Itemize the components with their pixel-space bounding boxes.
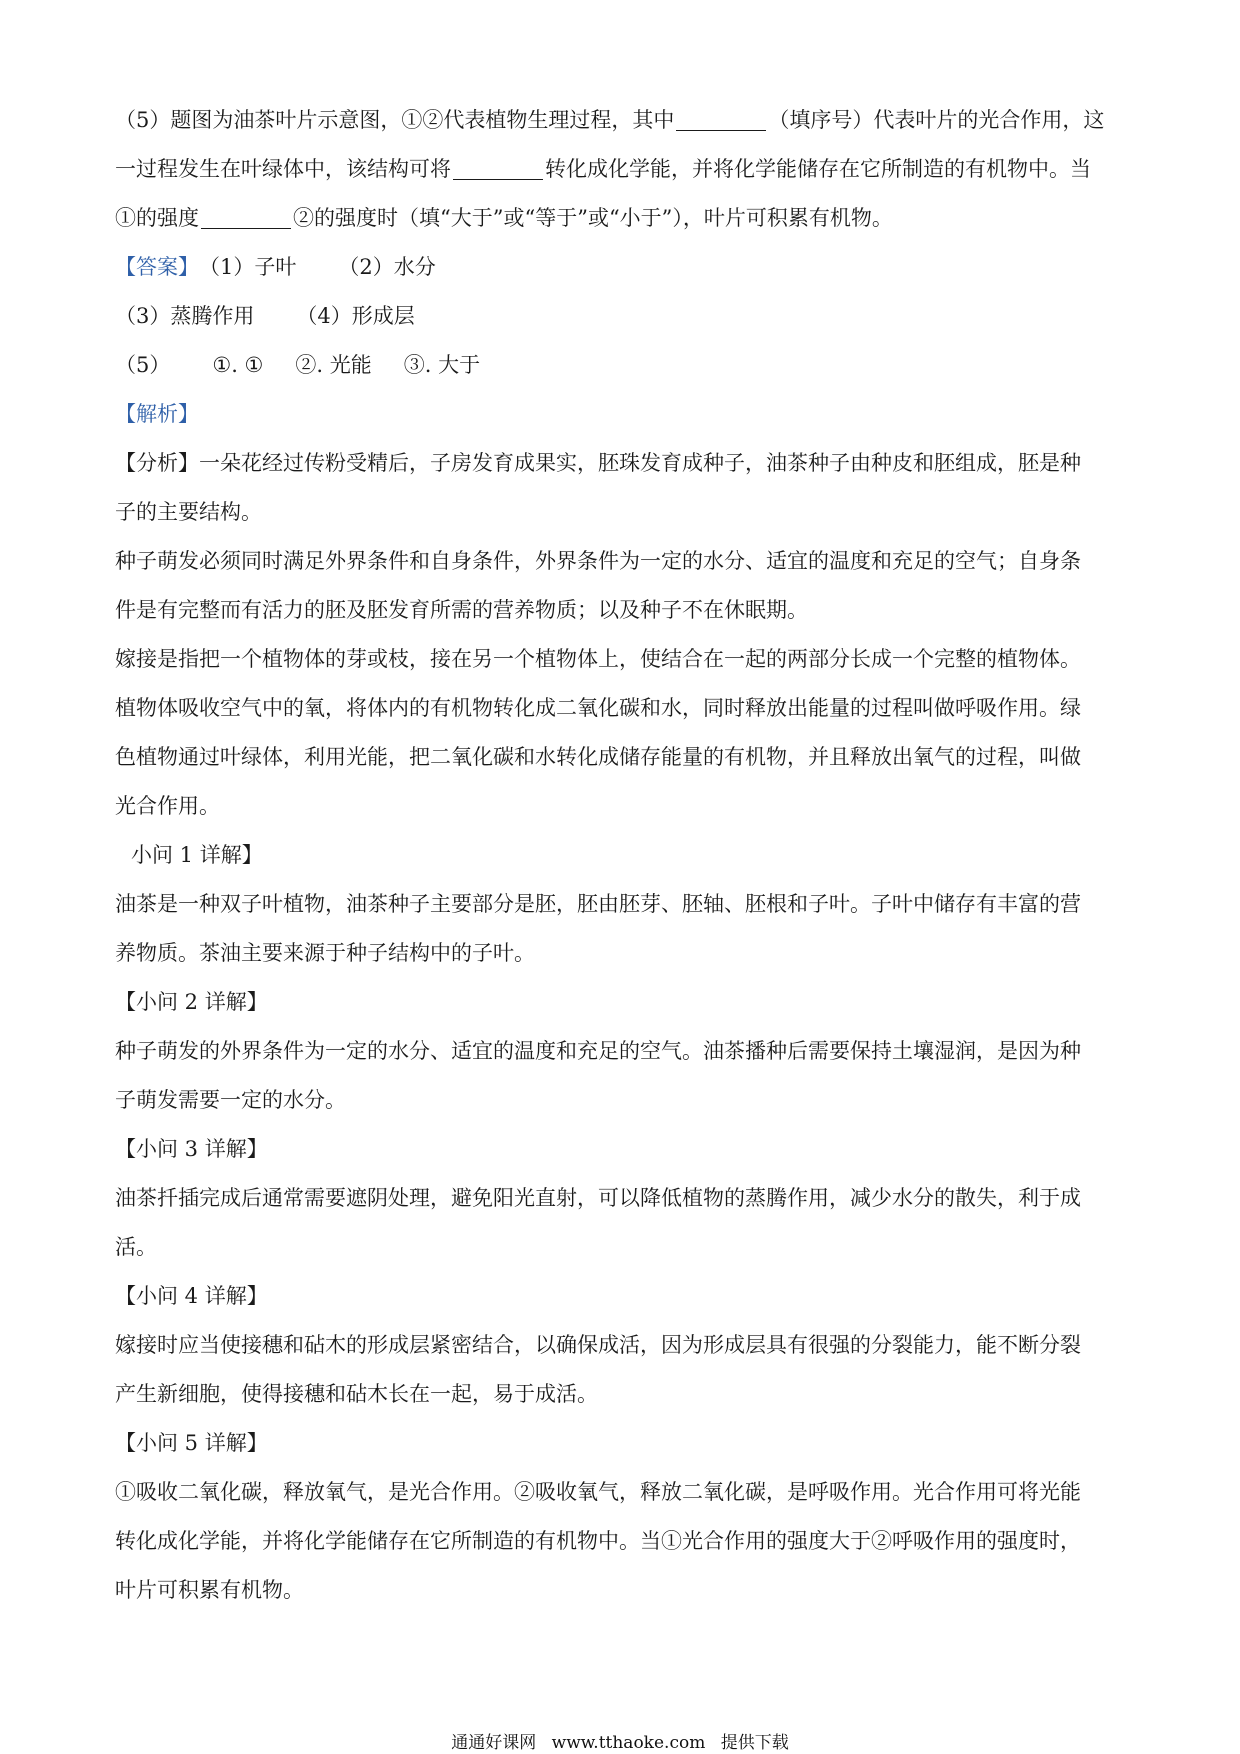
analysis-paragraph-line: 种子萌发必须同时满足外界条件和自身条件，外界条件为一定的水分、适宜的温度和充足的空气；自身条 xyxy=(115,549,1081,573)
detail-3-line: 活。 xyxy=(115,1235,157,1259)
document-body xyxy=(115,96,1125,1615)
answer-5-part-3: ③. 大于 xyxy=(403,353,481,377)
question-5-line-2 xyxy=(115,145,1125,194)
detail-4-line: 嫁接时应当使接穗和砧木的形成层紧密结合，以确保成活，因为形成层具有很强的分裂能力，能不断分裂 xyxy=(115,1333,1081,1357)
detail-1-line: 油茶是一种双子叶植物，油茶种子主要部分是胚，胚由胚芽、胚轴、胚根和子叶。子叶中储存有丰富的营 xyxy=(115,892,1081,916)
footer-site-name: 通通好课网 xyxy=(451,1733,537,1753)
question-5-line-1 xyxy=(115,96,1125,145)
answer-5-number: （5） xyxy=(115,353,171,377)
question-text: 一过程发生在叶绿体中，该结构可将 xyxy=(115,157,451,181)
footer-tagline: 提供下载 xyxy=(720,1733,789,1753)
answer-blank-3 xyxy=(201,208,291,229)
analysis-paragraph-line: 色植物通过叶绿体，利用光能，把二氧化碳和水转化成储存能量的有机物，并且释放出氧气的过程，叫做 xyxy=(115,745,1081,769)
detail-5-heading: 【小问 5 详解】 xyxy=(115,1431,268,1455)
question-text: 转化成化学能，并将化学能储存在它所制造的有机物中。当 xyxy=(545,157,1091,181)
answer-label: 【答案】 xyxy=(115,255,199,279)
page-footer xyxy=(0,1728,1240,1753)
detail-4-line: 产生新细胞，使得接穗和砧木长在一起，易于成活。 xyxy=(115,1382,598,1406)
detail-4-heading: 【小问 4 详解】 xyxy=(115,1284,268,1308)
answer-blank-2 xyxy=(453,159,543,180)
analysis-heading xyxy=(115,390,1125,439)
analysis-paragraph-line: 件是有完整而有活力的胚及胚发育所需的营养物质；以及种子不在休眠期。 xyxy=(115,598,808,622)
answer-blank-1 xyxy=(676,110,766,131)
detail-5-line: ①吸收二氧化碳，释放氧气，是光合作用。②吸收氧气，释放二氧化碳，是呼吸作用。光合作用可将光能 xyxy=(115,1480,1081,1504)
answer-line-2 xyxy=(115,292,1125,341)
analysis-paragraph-line: 【分析】一朵花经过传粉受精后，子房发育成果实，胚珠发育成种子，油茶种子由种皮和胚组成，胚是种 xyxy=(115,451,1081,475)
answer-5-part-1: ①. ① xyxy=(212,353,264,377)
question-text: ②的强度时（填“大于”或“等于”或“小于”），叶片可积累有机物。 xyxy=(293,206,893,230)
answer-3: （3）蒸腾作用 xyxy=(115,304,255,328)
answer-1: （1）子叶 xyxy=(199,255,297,279)
detail-5-line: 叶片可积累有机物。 xyxy=(115,1578,304,1602)
question-text: （填序号）代表叶片的光合作用，这 xyxy=(768,108,1105,132)
question-5-line-3 xyxy=(115,194,1125,243)
analysis-label: 【解析】 xyxy=(115,402,199,426)
analysis-paragraph-line: 光合作用。 xyxy=(115,794,220,818)
footer-url[interactable]: www.tthaoke.com xyxy=(551,1733,706,1753)
detail-2-heading: 【小问 2 详解】 xyxy=(115,990,268,1014)
analysis-paragraph-line: 嫁接是指把一个植物体的芽或枝，接在另一个植物体上，使结合在一起的两部分长成一个完整的植物体。 xyxy=(115,647,1081,671)
question-text: （5）题图为油茶叶片示意图，①②代表植物生理过程，其中 xyxy=(115,108,675,132)
detail-1-line: 养物质。茶油主要来源于种子结构中的子叶。 xyxy=(115,941,535,965)
detail-5-line: 转化成化学能，并将化学能储存在它所制造的有机物中。当①光合作用的强度大于②呼吸作用的强度时， xyxy=(115,1529,1081,1553)
analysis-paragraph-line: 子的主要结构。 xyxy=(115,500,262,524)
detail-2-line: 种子萌发的外界条件为一定的水分、适宜的温度和充足的空气。油茶播种后需要保持土壤湿润，是因为种 xyxy=(115,1039,1081,1063)
detail-2-line: 子萌发需要一定的水分。 xyxy=(115,1088,346,1112)
answer-5-part-2: ②. 光能 xyxy=(295,353,372,377)
question-text: ①的强度 xyxy=(115,206,199,230)
answer-4: （4）形成层 xyxy=(296,304,415,328)
detail-3-heading: 【小问 3 详解】 xyxy=(115,1137,268,1161)
answer-line-3 xyxy=(115,341,1125,390)
detail-3-line: 油茶扦插完成后通常需要遮阴处理，避免阳光直射，可以降低植物的蒸腾作用，减少水分的散失，利于成 xyxy=(115,1186,1081,1210)
analysis-paragraph-line: 植物体吸收空气中的氧，将体内的有机物转化成二氧化碳和水，同时释放出能量的过程叫做呼吸作用。绿 xyxy=(115,696,1081,720)
detail-1-heading: 小问 1 详解】 xyxy=(131,843,263,867)
answer-line-1 xyxy=(115,243,1125,292)
answer-2: （2）水分 xyxy=(338,255,436,279)
